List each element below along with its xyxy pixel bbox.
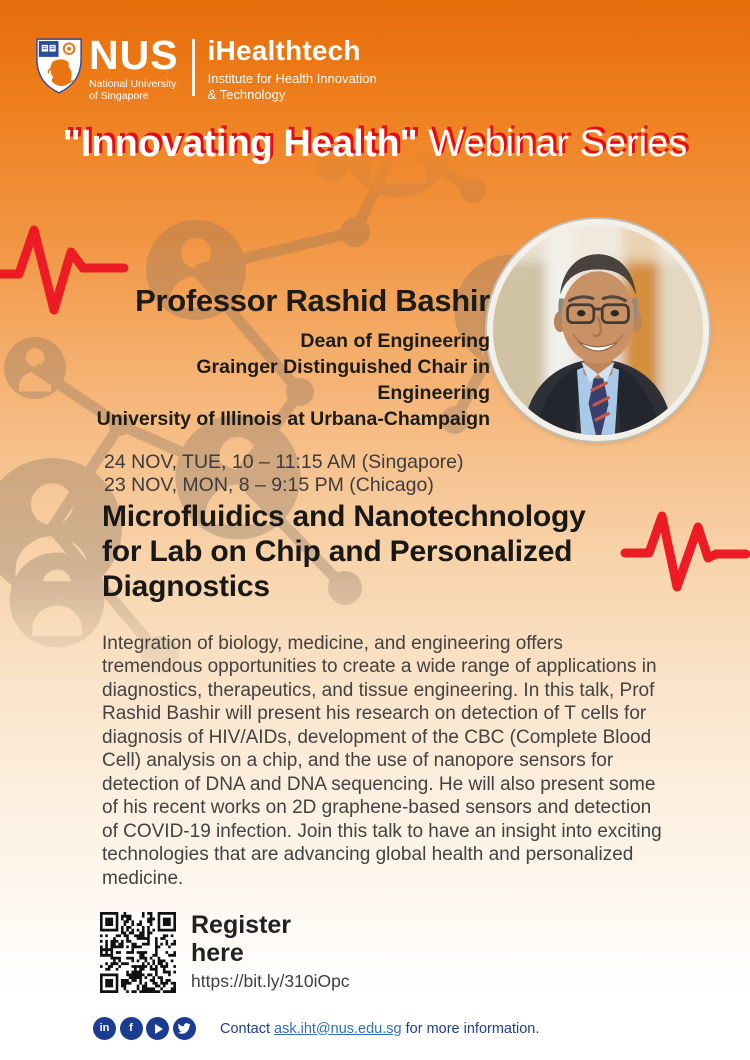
header-logo-lockup (35, 32, 377, 103)
nus-shield-icon (35, 37, 83, 95)
schedule-line-chicago: 23 NOV, MON, 8 – 9:15 PM (Chicago) (104, 474, 434, 497)
heartbeat-icon-right (620, 503, 750, 603)
nus-subtitle: National University of Singapore (89, 77, 177, 103)
talk-title: Microfluidics and Nanotechnology for Lab on Chip and Personalized Diagnostics (102, 500, 586, 604)
schedule-block (104, 451, 464, 498)
ihealthtech-name: iHealthtech (207, 35, 361, 66)
logo-divider (192, 39, 195, 96)
facebook-icon[interactable]: f (120, 1017, 143, 1040)
email-link[interactable]: ask.iht@nus.edu.sg (274, 1020, 402, 1037)
speaker-title-3: University of Illinois at Urbana-Champaign (96, 407, 490, 430)
footer (93, 1017, 539, 1040)
register-url: https://bit.ly/310iOpc (191, 971, 350, 991)
series-title-emphasis: "Innovating Health" (62, 123, 418, 165)
speaker-block (85, 283, 490, 433)
nus-wordmark (89, 32, 179, 103)
schedule-line-singapore: 24 NOV, TUE, 10 – 11:15 AM (Singapore) (104, 451, 464, 473)
speaker-title-1: Dean of Engineering (300, 330, 490, 352)
series-title-rest: Webinar Series (417, 123, 688, 165)
registration-block (100, 912, 350, 993)
ihealthtech-subtitle: Institute for Health Innovation & Technology (207, 71, 377, 102)
speaker-photo (487, 219, 709, 441)
register-heading-line2: here (191, 938, 244, 967)
youtube-icon[interactable] (146, 1017, 169, 1040)
contact-prefix: Contact (220, 1020, 270, 1037)
twitter-icon[interactable] (173, 1017, 196, 1040)
qr-code (100, 912, 176, 993)
contact-text (220, 1021, 539, 1037)
talk-abstract: Integration of biology, medicine, and engineering offers tremendous opportunities to create a wide range of applications in diagnostics, therapeutics, and tissue engineering. In this talk, Prof Rashid Bashir will present his research on detection of T cells for diagnosis of HIV/AIDs, development of the CBC (Complete Blood Cell) analysis on a chip, and the use of nanopore sensors for detection of DNA and DNA sequencing. He will also present some of his recent works on 2D graphene-based sensors and detection of COVID-19 infection. Join this talk to have an insight into exciting technologies that are advancing global health and personalized medicine. (102, 633, 662, 889)
speaker-title-2: Grainger Distinguished Chair in Engineering (196, 355, 490, 404)
nus-acronym: NUS (89, 32, 179, 78)
speaker-name: Professor Rashid Bashir (135, 283, 490, 318)
contact-suffix: for more information. (405, 1020, 540, 1037)
ihealthtech-lockup (208, 37, 377, 102)
register-heading-line1: Register (191, 911, 292, 939)
series-title (0, 123, 750, 166)
linkedin-icon[interactable]: in (93, 1017, 116, 1040)
register-text (191, 912, 350, 993)
